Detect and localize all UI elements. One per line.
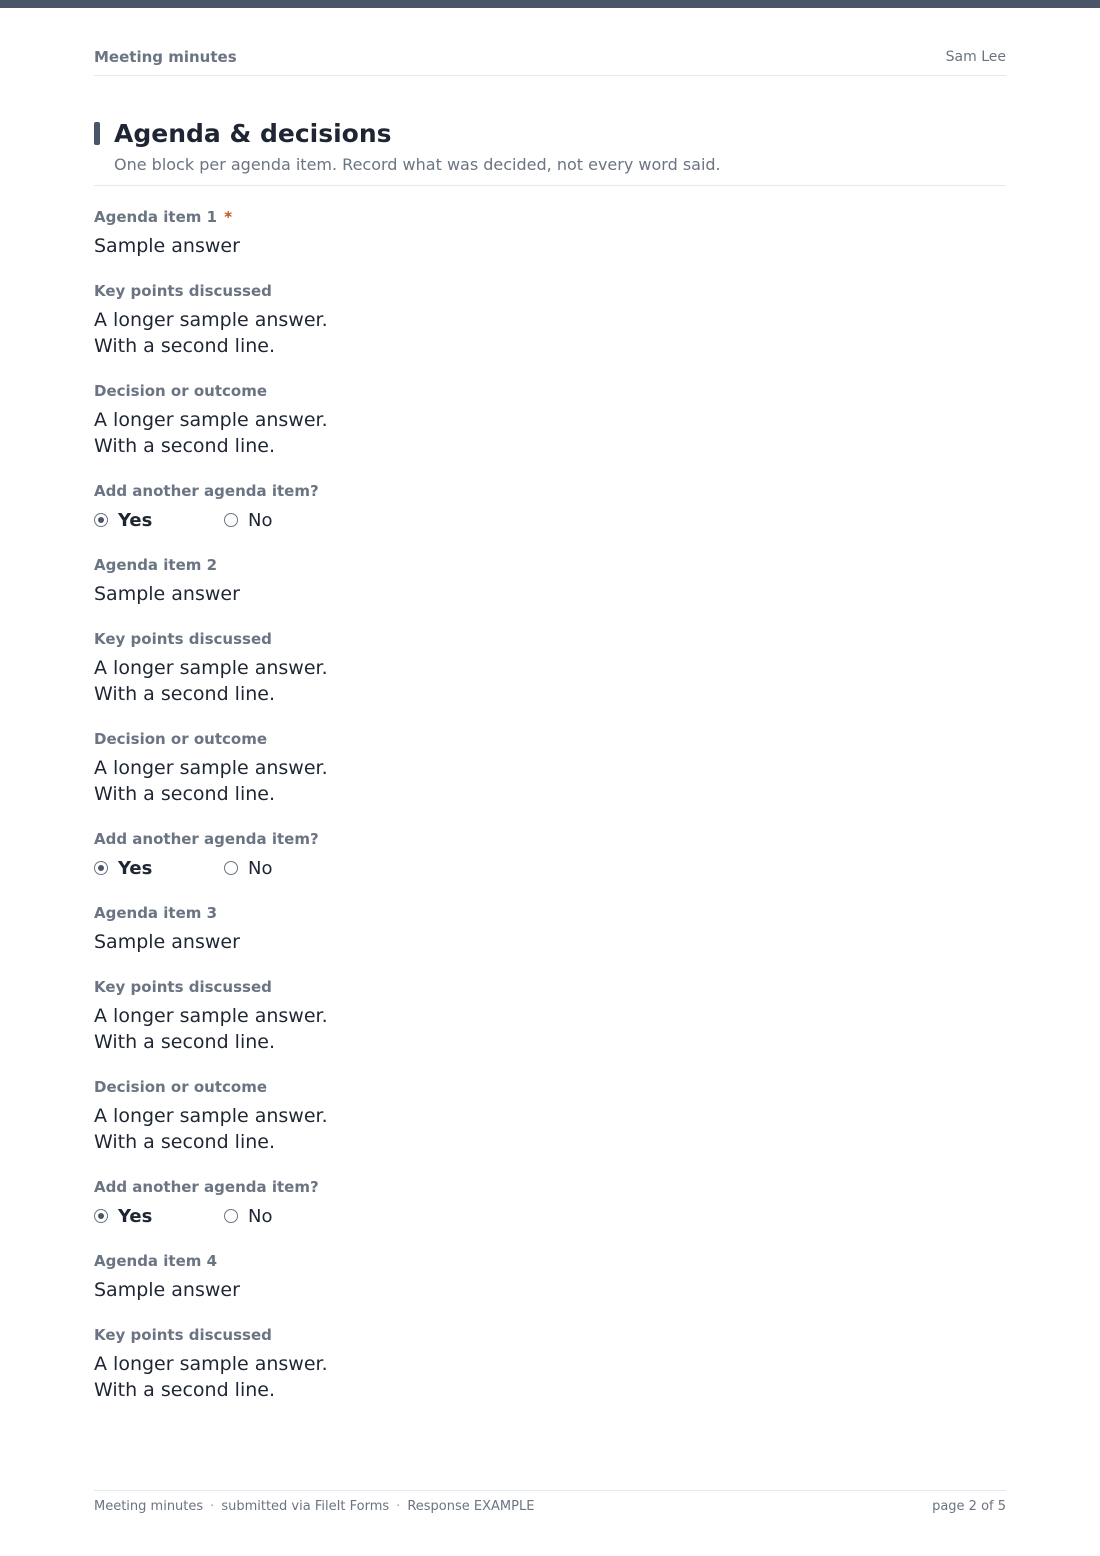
- field-label: Agenda item 1 *: [94, 208, 233, 226]
- radio-selected-icon[interactable]: [94, 513, 108, 527]
- field-value[interactable]: Sample answer: [94, 583, 240, 605]
- decision-3-field: [94, 1077, 1006, 1155]
- key-points-3-field: [94, 977, 1006, 1055]
- field-label: Agenda item 3: [94, 904, 218, 922]
- add-another-2-field: [94, 829, 1006, 881]
- user-name: Sam Lee: [945, 49, 1006, 65]
- radio-no[interactable]: [224, 1206, 354, 1227]
- radio-no[interactable]: [224, 510, 354, 531]
- section-description: One block per agenda item. Record what was decided, not every word said.: [114, 155, 721, 174]
- field-label: Key points discussed: [94, 1326, 272, 1344]
- radio-label: Yes: [118, 857, 153, 879]
- field-value[interactable]: Sample answer: [94, 1279, 240, 1301]
- radio-label: No: [248, 1205, 273, 1227]
- field-label: Add another agenda item?: [94, 830, 319, 848]
- footer-submitted-via: submitted via FileIt Forms: [221, 1499, 390, 1514]
- radio-unselected-icon[interactable]: [224, 513, 238, 527]
- key-points-1-field: [94, 281, 1006, 359]
- radio-group: [94, 1203, 1006, 1229]
- key-points-4-field: [94, 1325, 1006, 1403]
- section-title: Agenda & decisions: [114, 119, 392, 148]
- page-indicator: page 2 of 5: [932, 1499, 1006, 1514]
- radio-label: Yes: [118, 509, 153, 531]
- radio-yes[interactable]: [94, 1206, 224, 1227]
- field-label: Agenda item 2: [94, 556, 218, 574]
- field-label: Key points discussed: [94, 630, 272, 648]
- radio-group: [94, 855, 1006, 881]
- field-value[interactable]: A longer sample answer. With a second line.: [94, 1353, 328, 1401]
- field-label: Decision or outcome: [94, 730, 268, 748]
- radio-yes[interactable]: [94, 858, 224, 879]
- field-value[interactable]: A longer sample answer. With a second line.: [94, 657, 328, 705]
- page-header: [94, 48, 1006, 76]
- radio-label: Yes: [118, 1205, 153, 1227]
- radio-group: [94, 507, 1006, 533]
- field-value[interactable]: A longer sample answer. With a second line.: [94, 1005, 328, 1053]
- field-label: Add another agenda item?: [94, 1178, 319, 1196]
- radio-unselected-icon[interactable]: [224, 861, 238, 875]
- footer-separator: ·: [210, 1499, 215, 1514]
- field-value[interactable]: Sample answer: [94, 931, 240, 953]
- field-label: Agenda item 4: [94, 1252, 218, 1270]
- section-header: [94, 120, 1006, 186]
- form-title: Meeting minutes: [94, 48, 237, 66]
- decision-1-field: [94, 381, 1006, 459]
- section-accent-bar: [94, 122, 100, 145]
- field-label: Add another agenda item?: [94, 482, 319, 500]
- radio-label: No: [248, 857, 273, 879]
- decision-2-field: [94, 729, 1006, 807]
- radio-yes[interactable]: [94, 510, 224, 531]
- top-accent-bar: [0, 0, 1100, 8]
- field-value[interactable]: A longer sample answer. With a second line.: [94, 757, 328, 805]
- agenda-item-4-field: [94, 1251, 1006, 1303]
- footer-response: Response EXAMPLE: [407, 1499, 535, 1514]
- footer-form-name: Meeting minutes: [94, 1499, 204, 1514]
- field-value[interactable]: A longer sample answer. With a second line.: [94, 309, 328, 357]
- key-points-2-field: [94, 629, 1006, 707]
- radio-label: No: [248, 509, 273, 531]
- page-footer: [94, 1490, 1006, 1521]
- add-another-3-field: [94, 1177, 1006, 1229]
- field-label: Key points discussed: [94, 978, 272, 996]
- radio-unselected-icon[interactable]: [224, 1209, 238, 1223]
- footer-separator: ·: [396, 1499, 401, 1514]
- field-label: Decision or outcome: [94, 1078, 268, 1096]
- footer-info: [94, 1499, 534, 1514]
- agenda-fields: [94, 207, 1006, 1425]
- field-value[interactable]: A longer sample answer. With a second line.: [94, 1105, 328, 1153]
- field-value[interactable]: Sample answer: [94, 235, 240, 257]
- field-label: Decision or outcome: [94, 382, 268, 400]
- add-another-1-field: [94, 481, 1006, 533]
- agenda-item-3-field: [94, 903, 1006, 955]
- required-marker: *: [224, 208, 233, 226]
- agenda-item-1-field: [94, 207, 1006, 259]
- field-label: Key points discussed: [94, 282, 272, 300]
- radio-selected-icon[interactable]: [94, 1209, 108, 1223]
- radio-selected-icon[interactable]: [94, 861, 108, 875]
- agenda-item-2-field: [94, 555, 1006, 607]
- field-value[interactable]: A longer sample answer. With a second line.: [94, 409, 328, 457]
- radio-no[interactable]: [224, 858, 354, 879]
